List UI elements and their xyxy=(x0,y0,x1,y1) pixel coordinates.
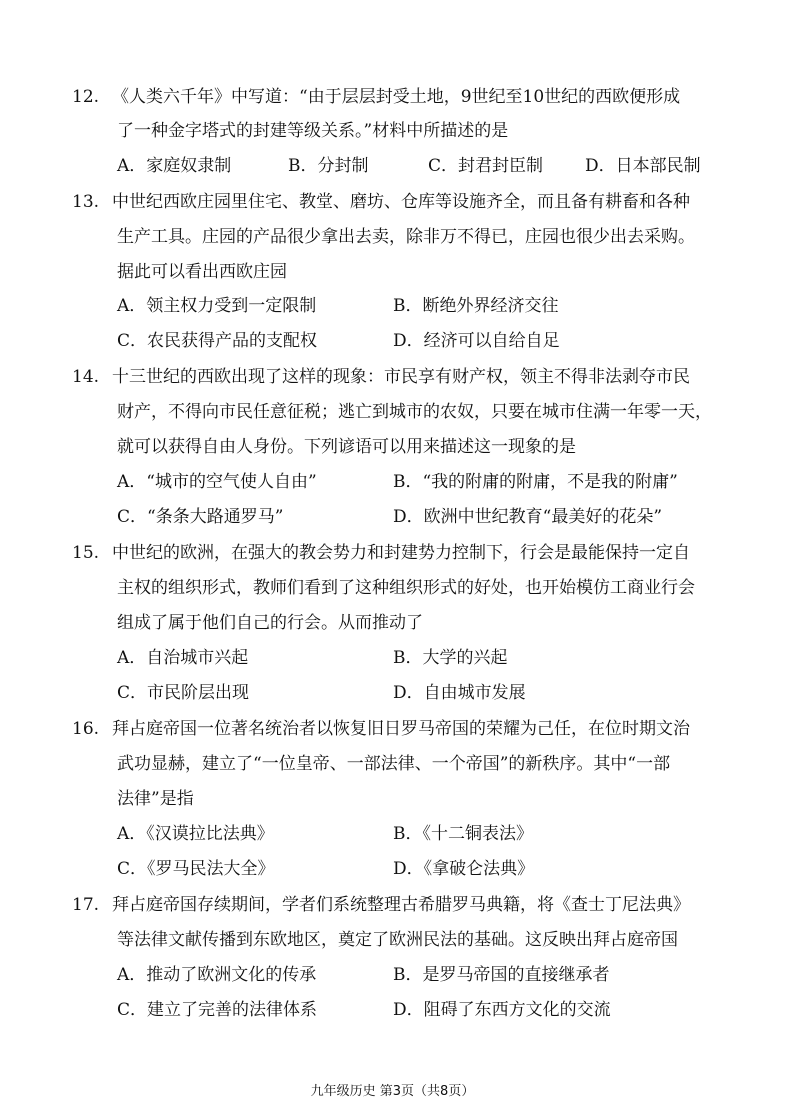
option-a: A．推动了欧洲文化的传承 xyxy=(117,965,317,985)
question-stem-line: 《人类六千年》中写道：“由于层层封受土地，9世纪至10世纪的西欧便形成 xyxy=(112,87,681,107)
option-b: B．《十二铜表法》 xyxy=(393,824,533,844)
option-d: D．《拿破仑法典》 xyxy=(393,859,535,879)
option-d: D．日本部民制 xyxy=(585,156,701,176)
option-c: C．“条条大路通罗马” xyxy=(117,507,284,527)
question-stem-line: 等法律文献传播到东欧地区，奠定了欧洲民法的基础。这反映出拜占庭帝国 xyxy=(117,930,678,950)
option-b: B．是罗马帝国的直接继承者 xyxy=(393,965,610,985)
option-b: B．“我的附庸的附庸，不是我的附庸” xyxy=(393,472,678,492)
question-stem-line: 财产，不得向市民任意征税；逃亡到城市的农奴，只要在城市住满一年零一天， xyxy=(117,402,712,422)
option-c: C．市民阶层出现 xyxy=(117,683,250,703)
option-b: B．大学的兴起 xyxy=(393,648,508,668)
option-a: A．家庭奴隶制 xyxy=(117,156,232,176)
option-b: B．断绝外界经济交往 xyxy=(393,296,559,316)
option-a: A．领主权力受到一定限制 xyxy=(117,296,317,316)
option-c: C．农民获得产品的支配权 xyxy=(117,331,318,351)
question-number: 17. xyxy=(72,895,100,915)
question-number: 16. xyxy=(72,719,100,739)
question-stem-line: 主权的组织形式，教师们看到了这种组织形式的好处，也开始模仿工商业行会 xyxy=(117,578,695,598)
question-stem-line: 十三世纪的西欧出现了这样的现象：市民享有财产权，领主不得非法剥夺市民 xyxy=(112,367,690,387)
option-a: A．“城市的空气使人自由” xyxy=(117,472,317,492)
question-stem-line: 中世纪西欧庄园里住宅、教堂、磨坊、仓库等设施齐全，而且备有耕畜和各种 xyxy=(112,192,690,212)
option-c: C．《罗马民法大全》 xyxy=(117,859,275,879)
question-stem-line: 拜占庭帝国一位著名统治者以恢复旧日罗马帝国的荣耀为己任，在位时期文治 xyxy=(112,719,690,739)
question-stem-line: 组成了属于他们自己的行会。从而推动了 xyxy=(117,613,423,633)
option-d: D．阻碍了东西方文化的交流 xyxy=(393,1000,611,1020)
question-number: 15. xyxy=(72,543,100,563)
option-a: A．自治城市兴起 xyxy=(117,648,249,668)
question-number: 12. xyxy=(72,87,100,107)
option-a: A．《汉谟拉比法典》 xyxy=(117,824,274,844)
page-footer: 九年级历史 第3页（共8页） xyxy=(310,1084,475,1099)
question-stem-line: 就可以获得自由人身份。下列谚语可以用来描述这一现象的是 xyxy=(117,437,576,457)
question-stem-line: 武功显赫，建立了“一位皇帝、一部法律、一个帝国”的新秩序。其中“一部 xyxy=(117,754,671,774)
question-stem-line: 据此可以看出西欧庄园 xyxy=(117,262,287,282)
option-d: D．自由城市发展 xyxy=(393,683,526,703)
question-stem-line: 了一种金字塔式的封建等级关系。”材料中所描述的是 xyxy=(117,121,509,141)
option-d: D．经济可以自给自足 xyxy=(393,331,560,351)
option-c: C．建立了完善的法律体系 xyxy=(117,1000,318,1020)
question-stem-line: 拜占庭帝国存续期间，学者们系统整理古希腊罗马典籍，将《查士丁尼法典》 xyxy=(112,895,690,915)
option-d: D．欧洲中世纪教育“最美好的花朵” xyxy=(393,507,663,527)
question-stem-line: 法律”是指 xyxy=(117,789,194,809)
question-number: 14. xyxy=(72,367,100,387)
option-c: C．封君封臣制 xyxy=(428,156,544,176)
question-stem-line: 生产工具。庄园的产品很少拿出去卖，除非万不得已，庄园也很少出去采购。 xyxy=(117,227,695,247)
option-b: B．分封制 xyxy=(288,156,369,176)
question-stem-line: 中世纪的欧洲，在强大的教会势力和封建势力控制下，行会是最能保持一定自 xyxy=(112,543,690,563)
question-number: 13. xyxy=(72,192,100,212)
